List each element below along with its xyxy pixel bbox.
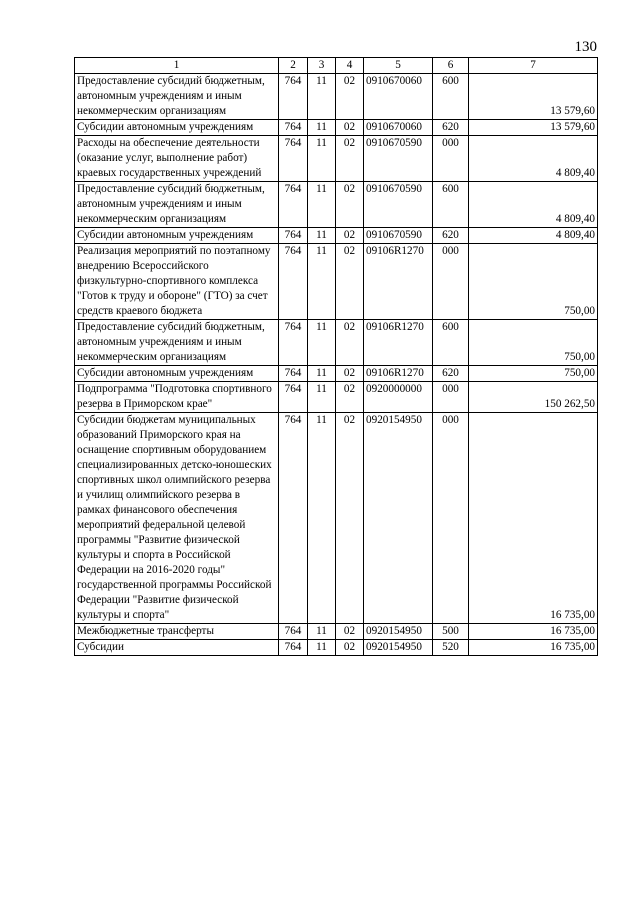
table-row: [75, 640, 598, 656]
expense-type-cell: 000: [433, 136, 469, 182]
admin-code-cell: 764: [279, 413, 308, 624]
header-cell: 4: [336, 58, 364, 74]
expense-type-cell: 600: [433, 74, 469, 120]
section-cell: 11: [308, 624, 336, 640]
header-cell: 1: [75, 58, 279, 74]
section-cell: 11: [308, 320, 336, 366]
amount-cell: 750,00: [469, 244, 598, 320]
row-name-cell: Реализация мероприятий по поэтапному внедрению Всероссийского физкультурно-спортивного комплекса "Готов к труду и обороне" (ГТО) за счет средств краевого бюджета: [75, 244, 279, 320]
target-article-cell: 0910670060: [364, 120, 433, 136]
section-cell: 11: [308, 182, 336, 228]
admin-code-cell: 764: [279, 640, 308, 656]
amount-cell: 13 579,60: [469, 120, 598, 136]
row-name-cell: Межбюджетные трансферты: [75, 624, 279, 640]
section-cell: 11: [308, 136, 336, 182]
target-article-cell: 0910670590: [364, 182, 433, 228]
amount-cell: 150 262,50: [469, 382, 598, 413]
expense-type-cell: 000: [433, 382, 469, 413]
table-row: [75, 320, 598, 366]
subsection-cell: 02: [336, 228, 364, 244]
admin-code-cell: 764: [279, 244, 308, 320]
section-cell: 11: [308, 120, 336, 136]
subsection-cell: 02: [336, 413, 364, 624]
admin-code-cell: 764: [279, 366, 308, 382]
header-cell: 3: [308, 58, 336, 74]
subsection-cell: 02: [336, 74, 364, 120]
subsection-cell: 02: [336, 366, 364, 382]
subsection-cell: 02: [336, 120, 364, 136]
subsection-cell: 02: [336, 382, 364, 413]
table-row: [75, 120, 598, 136]
section-cell: 11: [308, 413, 336, 624]
expense-type-cell: 500: [433, 624, 469, 640]
table-row: [75, 74, 598, 120]
amount-cell: 4 809,40: [469, 182, 598, 228]
row-name-cell: Предоставление субсидий бюджетным, автономным учреждениям и иным некоммерческим организациям: [75, 74, 279, 120]
section-cell: 11: [308, 640, 336, 656]
admin-code-cell: 764: [279, 320, 308, 366]
target-article-cell: 0920154950: [364, 413, 433, 624]
target-article-cell: 09106R1270: [364, 366, 433, 382]
target-article-cell: 0920154950: [364, 624, 433, 640]
table-row: [75, 244, 598, 320]
row-name-cell: Субсидии автономным учреждениям: [75, 120, 279, 136]
admin-code-cell: 764: [279, 228, 308, 244]
section-cell: 11: [308, 228, 336, 244]
table-row: [75, 624, 598, 640]
subsection-cell: 02: [336, 136, 364, 182]
admin-code-cell: 764: [279, 182, 308, 228]
table-row: [75, 413, 598, 624]
amount-cell: 16 735,00: [469, 413, 598, 624]
amount-cell: 16 735,00: [469, 624, 598, 640]
header-cell: 7: [469, 58, 598, 74]
amount-cell: 16 735,00: [469, 640, 598, 656]
expense-type-cell: 620: [433, 228, 469, 244]
amount-cell: 4 809,40: [469, 136, 598, 182]
target-article-cell: 09106R1270: [364, 244, 433, 320]
subsection-cell: 02: [336, 244, 364, 320]
expense-type-cell: 000: [433, 413, 469, 624]
row-name-cell: Расходы на обеспечение деятельности (оказание услуг, выполнение работ) краевых государственных учреждений: [75, 136, 279, 182]
admin-code-cell: 764: [279, 120, 308, 136]
expense-type-cell: 620: [433, 120, 469, 136]
admin-code-cell: 764: [279, 136, 308, 182]
admin-code-cell: 764: [279, 382, 308, 413]
budget-table: [74, 57, 598, 656]
amount-cell: 750,00: [469, 320, 598, 366]
section-cell: 11: [308, 244, 336, 320]
table-row: [75, 382, 598, 413]
expense-type-cell: 000: [433, 244, 469, 320]
subsection-cell: 02: [336, 624, 364, 640]
table-row: [75, 366, 598, 382]
admin-code-cell: 764: [279, 624, 308, 640]
target-article-cell: 09106R1270: [364, 320, 433, 366]
target-article-cell: 0910670590: [364, 136, 433, 182]
row-name-cell: Субсидии бюджетам муниципальных образований Приморского края на оснащение спортивным оборудованием специализированных детско-юношеских спортивных школ олимпийского резерва и училищ олимпийского резерва в рамках финансового обеспечения мероприятий федеральной целевой программы "Развитие физической культуры и спорта в Российской Федерации на 2016-2020 годы" государственной программы Российской Федерации "Развитие физической культуры и спорта": [75, 413, 279, 624]
table-row: [75, 136, 598, 182]
section-cell: 11: [308, 366, 336, 382]
section-cell: 11: [308, 74, 336, 120]
target-article-cell: 0910670060: [364, 74, 433, 120]
subsection-cell: 02: [336, 320, 364, 366]
expense-type-cell: 600: [433, 320, 469, 366]
header-row: [75, 58, 598, 74]
section-cell: 11: [308, 382, 336, 413]
header-cell: 5: [364, 58, 433, 74]
row-name-cell: Субсидии автономным учреждениям: [75, 228, 279, 244]
row-name-cell: Предоставление субсидий бюджетным, автономным учреждениям и иным некоммерческим организациям: [75, 320, 279, 366]
target-article-cell: 0920000000: [364, 382, 433, 413]
admin-code-cell: 764: [279, 74, 308, 120]
table-row: [75, 182, 598, 228]
subsection-cell: 02: [336, 640, 364, 656]
amount-cell: 4 809,40: [469, 228, 598, 244]
amount-cell: 13 579,60: [469, 74, 598, 120]
amount-cell: 750,00: [469, 366, 598, 382]
expense-type-cell: 620: [433, 366, 469, 382]
expense-type-cell: 600: [433, 182, 469, 228]
expense-type-cell: 520: [433, 640, 469, 656]
target-article-cell: 0910670590: [364, 228, 433, 244]
row-name-cell: Предоставление субсидий бюджетным, автономным учреждениям и иным некоммерческим организациям: [75, 182, 279, 228]
row-name-cell: Субсидии: [75, 640, 279, 656]
page-number: 130: [574, 39, 597, 55]
table-row: [75, 228, 598, 244]
target-article-cell: 0920154950: [364, 640, 433, 656]
header-cell: 6: [433, 58, 469, 74]
header-cell: 2: [279, 58, 308, 74]
subsection-cell: 02: [336, 182, 364, 228]
row-name-cell: Подпрограмма "Подготовка спортивного резерва в Приморском крае": [75, 382, 279, 413]
row-name-cell: Субсидии автономным учреждениям: [75, 366, 279, 382]
